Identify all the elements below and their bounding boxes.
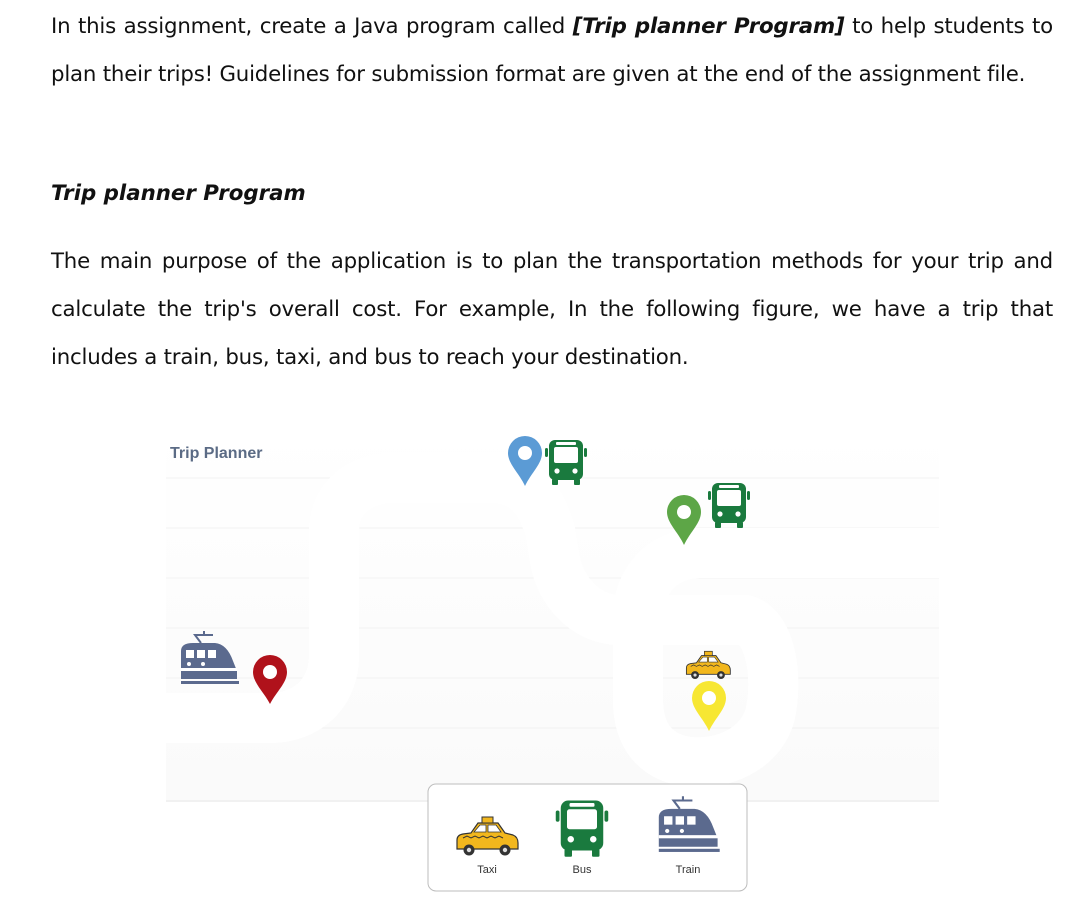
legend-bus-label: Bus [572, 864, 592, 876]
legend-taxi-label: Taxi [477, 864, 497, 876]
legend [428, 784, 747, 891]
intro-text-before: In this assignment, create a Java program called [51, 14, 573, 39]
figure-title: Trip Planner [170, 445, 263, 462]
legend-train-label: Train [675, 864, 701, 876]
description-paragraph: The main purpose of the application is to plan the transportation methods for your trip and calculate the trip's overall cost. For example, In the following figure, we have a trip that includes a train, bus, taxi, and bus to reach your destination. [51, 249, 1053, 370]
map-bus-icon-2 [708, 483, 750, 528]
intro-text-after: to help students to plan their trips! Guidelines for submission format are given at the end of the assignment file. [51, 14, 1054, 87]
program-name-emphasis: [Trip planner Program] [572, 14, 845, 39]
map-bus-icon-1 [545, 440, 587, 485]
legend-bus-icon [556, 801, 609, 857]
section-heading: Trip planner Program [51, 181, 306, 206]
